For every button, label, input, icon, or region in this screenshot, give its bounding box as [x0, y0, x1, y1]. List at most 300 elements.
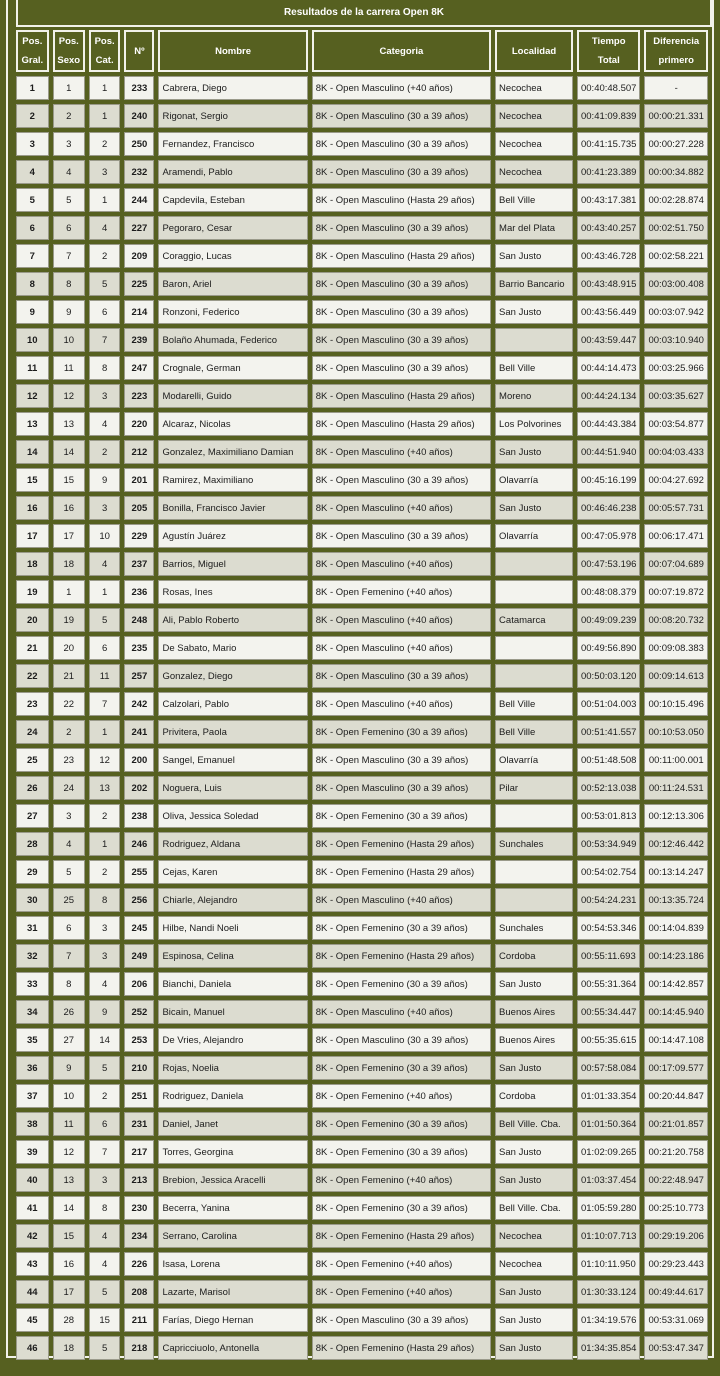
cell-nombre: Coraggio, Lucas [158, 244, 307, 268]
cell-categoria: 8K - Open Masculino (Hasta 29 años) [312, 384, 491, 408]
cell-pos-gral: 16 [16, 496, 49, 520]
cell-diferencia: 00:13:35.724 [644, 888, 708, 912]
cell-nombre: De Sabato, Mario [158, 636, 307, 660]
table-row [16, 384, 708, 408]
cell-localidad: Buenos Aires [495, 1028, 573, 1052]
cell-pos-cat: 4 [89, 216, 120, 240]
cell-nombre: Baron, Ariel [158, 272, 307, 296]
results-table [12, 26, 712, 1364]
cell-pos-gral: 26 [16, 776, 49, 800]
cell-pos-cat: 4 [89, 1252, 120, 1276]
cell-categoria: 8K - Open Masculino (30 a 39 años) [312, 216, 491, 240]
cell-pos-gral: 44 [16, 1280, 49, 1304]
page-title: Resultados de la carrera Open 8K [16, 0, 712, 27]
cell-numero: 250 [124, 132, 154, 156]
cell-categoria: 8K - Open Femenino (30 a 39 años) [312, 1196, 491, 1220]
cell-tiempo: 01:01:33.354 [577, 1084, 640, 1108]
cell-tiempo: 00:43:48.915 [577, 272, 640, 296]
cell-diferencia: 00:00:21.331 [644, 104, 708, 128]
cell-tiempo: 00:41:15.735 [577, 132, 640, 156]
cell-diferencia: 00:10:53.050 [644, 720, 708, 744]
cell-categoria: 8K - Open Femenino (30 a 39 años) [312, 1140, 491, 1164]
cell-pos-sexo: 18 [53, 1336, 85, 1360]
cell-pos-cat: 1 [89, 76, 120, 100]
cell-nombre: Espinosa, Celina [158, 944, 307, 968]
cell-pos-gral: 24 [16, 720, 49, 744]
cell-pos-gral: 19 [16, 580, 49, 604]
cell-pos-sexo: 10 [53, 1084, 85, 1108]
cell-numero: 240 [124, 104, 154, 128]
cell-numero: 239 [124, 328, 154, 352]
cell-categoria: 8K - Open Masculino (Hasta 29 años) [312, 244, 491, 268]
cell-nombre: Isasa, Lorena [158, 1252, 307, 1276]
cell-pos-cat: 1 [89, 832, 120, 856]
cell-numero: 210 [124, 1056, 154, 1080]
cell-diferencia: 00:25:10.773 [644, 1196, 708, 1220]
header-nombre: Nombre [158, 30, 307, 72]
cell-categoria: 8K - Open Masculino (30 a 39 años) [312, 328, 491, 352]
cell-numero: 242 [124, 692, 154, 716]
cell-categoria: 8K - Open Masculino (+40 años) [312, 496, 491, 520]
cell-localidad: San Justo [495, 440, 573, 464]
cell-numero: 253 [124, 1028, 154, 1052]
cell-tiempo: 00:44:43.384 [577, 412, 640, 436]
cell-pos-gral: 17 [16, 524, 49, 548]
cell-categoria: 8K - Open Femenino (30 a 39 años) [312, 916, 491, 940]
cell-pos-cat: 13 [89, 776, 120, 800]
cell-numero: 256 [124, 888, 154, 912]
cell-nombre: Aramendi, Pablo [158, 160, 307, 184]
cell-pos-sexo: 12 [53, 384, 85, 408]
cell-pos-gral: 2 [16, 104, 49, 128]
cell-pos-cat: 7 [89, 328, 120, 352]
cell-tiempo: 00:43:59.447 [577, 328, 640, 352]
cell-nombre: Rosas, Ines [158, 580, 307, 604]
cell-localidad: Necochea [495, 132, 573, 156]
cell-diferencia: 00:06:17.471 [644, 524, 708, 548]
cell-pos-cat: 4 [89, 972, 120, 996]
cell-pos-cat: 3 [89, 916, 120, 940]
table-row [16, 1280, 708, 1304]
table-row [16, 1084, 708, 1108]
cell-nombre: Rigonat, Sergio [158, 104, 307, 128]
cell-nombre: Gonzalez, Diego [158, 664, 307, 688]
cell-diferencia: 00:03:00.408 [644, 272, 708, 296]
cell-pos-sexo: 5 [53, 860, 85, 884]
cell-localidad: Bell Ville. Cba. [495, 1112, 573, 1136]
cell-localidad: Bell Ville [495, 356, 573, 380]
cell-tiempo: 00:46:46.238 [577, 496, 640, 520]
cell-pos-cat: 3 [89, 1168, 120, 1192]
cell-localidad: Sunchales [495, 832, 573, 856]
cell-localidad [495, 888, 573, 912]
cell-pos-sexo: 15 [53, 468, 85, 492]
cell-pos-sexo: 18 [53, 552, 85, 576]
cell-pos-gral: 36 [16, 1056, 49, 1080]
cell-pos-sexo: 21 [53, 664, 85, 688]
cell-categoria: 8K - Open Femenino (Hasta 29 años) [312, 1224, 491, 1248]
cell-tiempo: 00:43:56.449 [577, 300, 640, 324]
cell-categoria: 8K - Open Masculino (Hasta 29 años) [312, 412, 491, 436]
table-row [16, 664, 708, 688]
cell-pos-gral: 12 [16, 384, 49, 408]
cell-tiempo: 00:48:08.379 [577, 580, 640, 604]
cell-diferencia: 00:00:34.882 [644, 160, 708, 184]
cell-categoria: 8K - Open Masculino (30 a 39 años) [312, 300, 491, 324]
cell-tiempo: 00:55:31.364 [577, 972, 640, 996]
cell-pos-gral: 43 [16, 1252, 49, 1276]
table-row [16, 972, 708, 996]
table-row [16, 1140, 708, 1164]
cell-pos-sexo: 4 [53, 160, 85, 184]
table-row [16, 1336, 708, 1360]
cell-tiempo: 00:43:46.728 [577, 244, 640, 268]
cell-pos-sexo: 28 [53, 1308, 85, 1332]
cell-pos-gral: 45 [16, 1308, 49, 1332]
cell-numero: 237 [124, 552, 154, 576]
cell-nombre: Agustín Juárez [158, 524, 307, 548]
table-header-row [16, 30, 708, 72]
cell-pos-gral: 3 [16, 132, 49, 156]
cell-pos-gral: 7 [16, 244, 49, 268]
cell-numero: 234 [124, 1224, 154, 1248]
cell-localidad [495, 552, 573, 576]
cell-pos-cat: 3 [89, 160, 120, 184]
cell-pos-cat: 2 [89, 440, 120, 464]
cell-categoria: 8K - Open Masculino (+40 años) [312, 440, 491, 464]
cell-localidad: San Justo [495, 1140, 573, 1164]
cell-pos-cat: 4 [89, 1224, 120, 1248]
table-row [16, 272, 708, 296]
cell-pos-gral: 13 [16, 412, 49, 436]
cell-numero: 244 [124, 188, 154, 212]
table-row [16, 188, 708, 212]
cell-nombre: Rodriguez, Aldana [158, 832, 307, 856]
cell-diferencia: 00:53:47.347 [644, 1336, 708, 1360]
cell-categoria: 8K - Open Femenino (Hasta 29 años) [312, 832, 491, 856]
cell-pos-gral: 34 [16, 1000, 49, 1024]
cell-categoria: 8K - Open Masculino (30 a 39 años) [312, 1028, 491, 1052]
cell-localidad [495, 580, 573, 604]
cell-tiempo: 01:10:07.713 [577, 1224, 640, 1248]
cell-categoria: 8K - Open Femenino (30 a 39 años) [312, 804, 491, 828]
cell-pos-gral: 4 [16, 160, 49, 184]
cell-localidad: Mar del Plata [495, 216, 573, 240]
cell-pos-gral: 10 [16, 328, 49, 352]
cell-localidad: San Justo [495, 244, 573, 268]
cell-pos-gral: 38 [16, 1112, 49, 1136]
table-row [16, 328, 708, 352]
cell-pos-cat: 8 [89, 888, 120, 912]
cell-nombre: Alcaraz, Nicolas [158, 412, 307, 436]
cell-tiempo: 00:57:58.084 [577, 1056, 640, 1080]
cell-categoria: 8K - Open Masculino (30 a 39 años) [312, 272, 491, 296]
cell-numero: 218 [124, 1336, 154, 1360]
cell-tiempo: 01:05:59.280 [577, 1196, 640, 1220]
cell-pos-gral: 11 [16, 356, 49, 380]
cell-numero: 229 [124, 524, 154, 548]
cell-nombre: Torres, Georgina [158, 1140, 307, 1164]
table-row [16, 944, 708, 968]
cell-pos-gral: 32 [16, 944, 49, 968]
cell-tiempo: 00:41:09.839 [577, 104, 640, 128]
cell-pos-sexo: 13 [53, 412, 85, 436]
table-row [16, 76, 708, 100]
cell-tiempo: 00:55:34.447 [577, 1000, 640, 1024]
cell-localidad: Moreno [495, 384, 573, 408]
cell-localidad: Necochea [495, 104, 573, 128]
cell-tiempo: 01:34:19.576 [577, 1308, 640, 1332]
cell-pos-cat: 14 [89, 1028, 120, 1052]
table-row [16, 860, 708, 884]
cell-numero: 233 [124, 76, 154, 100]
header-categoria: Categoria [312, 30, 491, 72]
cell-numero: 206 [124, 972, 154, 996]
cell-localidad [495, 860, 573, 884]
cell-diferencia: - [644, 76, 708, 100]
table-row [16, 832, 708, 856]
cell-numero: 255 [124, 860, 154, 884]
cell-diferencia: 00:03:35.627 [644, 384, 708, 408]
cell-pos-sexo: 9 [53, 1056, 85, 1080]
cell-diferencia: 00:49:44.617 [644, 1280, 708, 1304]
cell-pos-cat: 12 [89, 748, 120, 772]
cell-diferencia: 00:12:46.442 [644, 832, 708, 856]
table-row [16, 440, 708, 464]
cell-pos-gral: 40 [16, 1168, 49, 1192]
table-row [16, 1252, 708, 1276]
cell-diferencia: 00:03:10.940 [644, 328, 708, 352]
cell-nombre: Ali, Pablo Roberto [158, 608, 307, 632]
table-row [16, 1168, 708, 1192]
cell-localidad: Olavarría [495, 524, 573, 548]
cell-diferencia: 00:11:00.001 [644, 748, 708, 772]
cell-pos-gral: 39 [16, 1140, 49, 1164]
cell-pos-gral: 29 [16, 860, 49, 884]
cell-nombre: Serrano, Carolina [158, 1224, 307, 1248]
cell-categoria: 8K - Open Femenino (30 a 39 años) [312, 972, 491, 996]
cell-pos-sexo: 22 [53, 692, 85, 716]
table-row [16, 524, 708, 548]
table-row [16, 580, 708, 604]
cell-categoria: 8K - Open Masculino (+40 años) [312, 692, 491, 716]
cell-pos-cat: 1 [89, 580, 120, 604]
cell-nombre: Hilbe, Nandi Noeli [158, 916, 307, 940]
cell-pos-cat: 7 [89, 692, 120, 716]
cell-tiempo: 00:55:11.693 [577, 944, 640, 968]
header-localidad: Localidad [495, 30, 573, 72]
cell-pos-cat: 7 [89, 1140, 120, 1164]
table-row [16, 132, 708, 156]
cell-categoria: 8K - Open Femenino (30 a 39 años) [312, 720, 491, 744]
cell-pos-sexo: 17 [53, 1280, 85, 1304]
cell-nombre: Ramirez, Maximiliano [158, 468, 307, 492]
cell-categoria: 8K - Open Femenino (30 a 39 años) [312, 1112, 491, 1136]
cell-tiempo: 00:54:53.346 [577, 916, 640, 940]
cell-pos-sexo: 27 [53, 1028, 85, 1052]
header-numero: Nº [124, 30, 154, 72]
cell-tiempo: 00:47:53.196 [577, 552, 640, 576]
cell-tiempo: 00:51:48.508 [577, 748, 640, 772]
cell-pos-cat: 2 [89, 132, 120, 156]
cell-pos-sexo: 4 [53, 832, 85, 856]
cell-numero: 217 [124, 1140, 154, 1164]
cell-categoria: 8K - Open Masculino (30 a 39 años) [312, 468, 491, 492]
table-row [16, 496, 708, 520]
table-row [16, 888, 708, 912]
table-row [16, 244, 708, 268]
cell-localidad: Olavarría [495, 748, 573, 772]
cell-nombre: Noguera, Luis [158, 776, 307, 800]
cell-tiempo: 00:55:35.615 [577, 1028, 640, 1052]
cell-categoria: 8K - Open Masculino (30 a 39 años) [312, 104, 491, 128]
cell-nombre: Fernandez, Francisco [158, 132, 307, 156]
cell-localidad: Bell Ville. Cba. [495, 1196, 573, 1220]
cell-localidad: Sunchales [495, 916, 573, 940]
cell-numero: 246 [124, 832, 154, 856]
cell-nombre: Capdevila, Esteban [158, 188, 307, 212]
cell-categoria: 8K - Open Masculino (+40 años) [312, 636, 491, 660]
cell-localidad: San Justo [495, 1308, 573, 1332]
cell-localidad: Los Polvorines [495, 412, 573, 436]
cell-pos-cat: 4 [89, 412, 120, 436]
cell-pos-sexo: 15 [53, 1224, 85, 1248]
cell-numero: 248 [124, 608, 154, 632]
cell-pos-cat: 9 [89, 1000, 120, 1024]
cell-nombre: Bicain, Manuel [158, 1000, 307, 1024]
cell-pos-sexo: 11 [53, 356, 85, 380]
cell-categoria: 8K - Open Masculino (30 a 39 años) [312, 1308, 491, 1332]
cell-categoria: 8K - Open Femenino (Hasta 29 años) [312, 944, 491, 968]
cell-pos-sexo: 8 [53, 972, 85, 996]
cell-nombre: Privitera, Paola [158, 720, 307, 744]
table-row [16, 216, 708, 240]
cell-numero: 252 [124, 1000, 154, 1024]
cell-pos-cat: 6 [89, 1112, 120, 1136]
cell-pos-cat: 1 [89, 188, 120, 212]
cell-numero: 231 [124, 1112, 154, 1136]
cell-pos-sexo: 6 [53, 916, 85, 940]
table-row [16, 300, 708, 324]
cell-pos-sexo: 5 [53, 188, 85, 212]
cell-diferencia: 00:53:31.069 [644, 1308, 708, 1332]
cell-pos-cat: 1 [89, 720, 120, 744]
cell-categoria: 8K - Open Femenino (+40 años) [312, 1280, 491, 1304]
cell-tiempo: 00:49:56.890 [577, 636, 640, 660]
cell-pos-gral: 30 [16, 888, 49, 912]
cell-nombre: Rodriguez, Daniela [158, 1084, 307, 1108]
cell-pos-sexo: 7 [53, 244, 85, 268]
cell-diferencia: 00:08:20.732 [644, 608, 708, 632]
cell-pos-gral: 27 [16, 804, 49, 828]
cell-diferencia: 00:14:42.857 [644, 972, 708, 996]
cell-numero: 249 [124, 944, 154, 968]
cell-numero: 232 [124, 160, 154, 184]
cell-nombre: Bolaño Ahumada, Federico [158, 328, 307, 352]
cell-pos-gral: 20 [16, 608, 49, 632]
cell-pos-cat: 5 [89, 1336, 120, 1360]
cell-pos-cat: 11 [89, 664, 120, 688]
cell-categoria: 8K - Open Masculino (+40 años) [312, 552, 491, 576]
cell-pos-gral: 1 [16, 76, 49, 100]
cell-pos-cat: 4 [89, 552, 120, 576]
cell-pos-cat: 5 [89, 1280, 120, 1304]
cell-pos-sexo: 24 [53, 776, 85, 800]
cell-tiempo: 00:52:13.038 [577, 776, 640, 800]
cell-pos-gral: 23 [16, 692, 49, 716]
table-row [16, 608, 708, 632]
cell-localidad: Necochea [495, 1252, 573, 1276]
cell-pos-sexo: 9 [53, 300, 85, 324]
cell-pos-cat: 10 [89, 524, 120, 548]
cell-pos-gral: 14 [16, 440, 49, 464]
cell-numero: 214 [124, 300, 154, 324]
cell-localidad: San Justo [495, 1336, 573, 1360]
cell-pos-gral: 5 [16, 188, 49, 212]
cell-nombre: Capricciuolo, Antonella [158, 1336, 307, 1360]
cell-diferencia: 00:03:54.877 [644, 412, 708, 436]
cell-categoria: 8K - Open Masculino (30 a 39 años) [312, 524, 491, 548]
cell-tiempo: 01:01:50.364 [577, 1112, 640, 1136]
cell-nombre: Crognale, German [158, 356, 307, 380]
table-row [16, 1056, 708, 1080]
cell-numero: 212 [124, 440, 154, 464]
cell-pos-sexo: 7 [53, 944, 85, 968]
cell-tiempo: 01:03:37.454 [577, 1168, 640, 1192]
cell-tiempo: 01:30:33.124 [577, 1280, 640, 1304]
cell-pos-cat: 2 [89, 804, 120, 828]
cell-diferencia: 00:03:07.942 [644, 300, 708, 324]
cell-pos-gral: 8 [16, 272, 49, 296]
cell-numero: 209 [124, 244, 154, 268]
table-row [16, 748, 708, 772]
table-row [16, 636, 708, 660]
cell-nombre: Brebion, Jessica Aracelli [158, 1168, 307, 1192]
cell-pos-sexo: 12 [53, 1140, 85, 1164]
cell-diferencia: 00:03:25.966 [644, 356, 708, 380]
table-row [16, 804, 708, 828]
cell-localidad: San Justo [495, 1056, 573, 1080]
cell-pos-cat: 2 [89, 860, 120, 884]
table-row [16, 1028, 708, 1052]
cell-pos-sexo: 23 [53, 748, 85, 772]
cell-pos-gral: 28 [16, 832, 49, 856]
cell-tiempo: 00:45:16.199 [577, 468, 640, 492]
cell-pos-cat: 6 [89, 636, 120, 660]
cell-numero: 241 [124, 720, 154, 744]
cell-localidad: San Justo [495, 300, 573, 324]
cell-tiempo: 00:50:03.120 [577, 664, 640, 688]
table-row [16, 916, 708, 940]
cell-tiempo: 00:47:05.978 [577, 524, 640, 548]
cell-diferencia: 00:21:01.857 [644, 1112, 708, 1136]
cell-numero: 208 [124, 1280, 154, 1304]
cell-numero: 247 [124, 356, 154, 380]
cell-nombre: Calzolari, Pablo [158, 692, 307, 716]
cell-numero: 211 [124, 1308, 154, 1332]
cell-nombre: Cejas, Karen [158, 860, 307, 884]
cell-pos-sexo: 14 [53, 1196, 85, 1220]
cell-diferencia: 00:21:20.758 [644, 1140, 708, 1164]
cell-pos-gral: 46 [16, 1336, 49, 1360]
cell-categoria: 8K - Open Masculino (30 a 39 años) [312, 132, 491, 156]
cell-nombre: Lazarte, Marisol [158, 1280, 307, 1304]
cell-pos-cat: 8 [89, 1196, 120, 1220]
table-row [16, 1308, 708, 1332]
cell-pos-sexo: 1 [53, 76, 85, 100]
cell-categoria: 8K - Open Masculino (+40 años) [312, 888, 491, 912]
cell-categoria: 8K - Open Masculino (30 a 39 años) [312, 664, 491, 688]
